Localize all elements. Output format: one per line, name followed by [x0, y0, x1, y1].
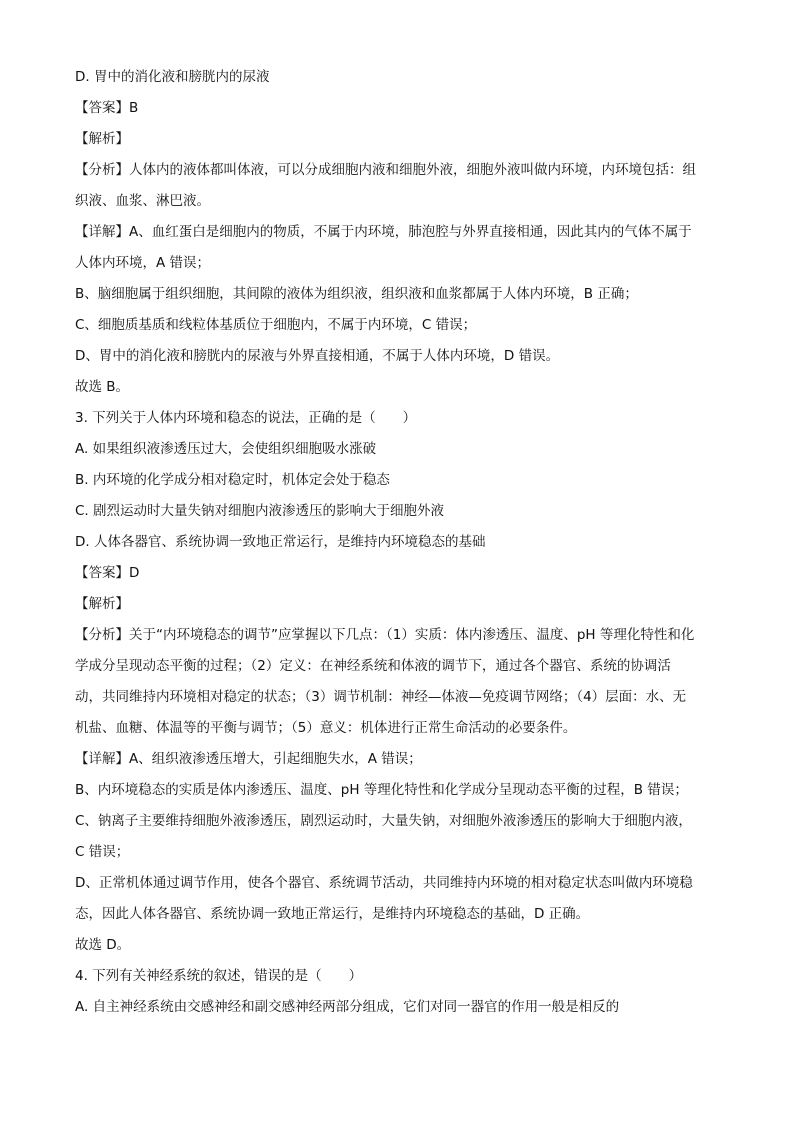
q3-conclusion: 故选 D。 [75, 937, 131, 953]
q2-fenxi-line-2: 织液、血浆、淋巴液。 [75, 193, 210, 209]
q3-xiangjie-c-line-1: C、钠离子主要维持细胞外液渗透压，剧烈运动时，大量失钠，对细胞外液渗透压的影响大于细胞内液， [75, 813, 692, 829]
page-content [75, 62, 720, 1023]
q3-analysis-heading: 【解析】 [75, 596, 129, 612]
q3-xiangjie-b: B、内环境稳态的实质是体内渗透压、温度、pH 等理化特性和化学成分呈现动态平衡的过程，B 错误； [75, 782, 688, 798]
q3-xiangjie-d-line-1: D、正常机体通过调节作用，使各个器官、系统调节活动，共同维持内环境的相对稳定状态叫做内环境稳 [75, 875, 693, 891]
q3-xiangjie-d-line-2: 态，因此人体各器官、系统协调一致地正常运行，是维持内环境稳态的基础，D 正确。 [75, 906, 590, 922]
q3-option-a: A. 如果组织液渗透压过大，会使组织细胞吸水涨破 [75, 441, 377, 457]
q3-answer: 【答案】D [75, 565, 140, 581]
q3-option-d: D. 人体各器官、系统协调一致地正常运行，是维持内环境稳态的基础 [75, 534, 486, 550]
q4-option-a: A. 自主神经系统由交感神经和副交感神经两部分组成，它们对同一器官的作用一般是相反的 [75, 999, 620, 1015]
q4-stem: 4. 下列有关神经系统的叙述，错误的是（ ） [75, 968, 363, 984]
q3-fenxi-line-1: 【分析】关于“内环境稳态的调节”应掌握以下几点：（1）实质：体内渗透压、温度、pH 等理化特性和化 [75, 627, 695, 643]
q2-xiangjie-c: C、细胞质基质和线粒体基质位于细胞内，不属于内环境，C 错误； [75, 317, 477, 333]
q3-option-c: C. 剧烈运动时大量失钠对细胞内液渗透压的影响大于细胞外液 [75, 503, 445, 519]
q2-xiangjie-b: B、脑细胞属于组织细胞，其间隙的液体为组织液，组织液和血浆都属于人体内环境，B 正确； [75, 286, 638, 302]
q2-option-d: D. 胃中的消化液和膀胱内的尿液 [75, 69, 270, 85]
q2-xiangjie-d: D、胃中的消化液和膀胱内的尿液与外界直接相通，不属于人体内环境，D 错误。 [75, 348, 560, 364]
q3-fenxi-line-4: 机盐、血糖、体温等的平衡与调节；（5）意义：机体进行正常生命活动的必要条件。 [75, 720, 577, 736]
q2-conclusion: 故选 B。 [75, 379, 130, 395]
q3-option-b: B. 内环境的化学成分相对稳定时，机体定会处于稳态 [75, 472, 390, 488]
q2-answer: 【答案】B [75, 100, 139, 116]
q2-xiangjie-line-1: 【详解】A、血红蛋白是细胞内的物质，不属于内环境，肺泡腔与外界直接相通，因此其内的气体不属于 [75, 224, 692, 240]
q2-xiangjie-line-2: 人体内环境，A 错误； [75, 255, 211, 271]
q2-fenxi-line-1: 【分析】人体内的液体都叫体液，可以分成细胞内液和细胞外液，细胞外液叫做内环境，内环境包括：组 [75, 162, 696, 178]
q3-xiangjie-c-line-2: C 错误； [75, 844, 130, 860]
q3-fenxi-line-3: 动，共同维持内环境相对稳定的状态；（3）调节机制：神经—体液—免疫调节网络；（4）层面：水、无 [75, 689, 687, 705]
q2-analysis-heading: 【解析】 [75, 131, 129, 147]
q3-stem: 3. 下列关于人体内环境和稳态的说法，正确的是（ ） [75, 410, 417, 426]
q3-xiangjie-a: 【详解】A、组织液渗透压增大，引起细胞失水，A 错误； [75, 751, 422, 767]
q3-fenxi-line-2: 学成分呈现动态平衡的过程；（2）定义：在神经系统和体液的调节下，通过各个器官、系统的协调活 [75, 658, 671, 674]
